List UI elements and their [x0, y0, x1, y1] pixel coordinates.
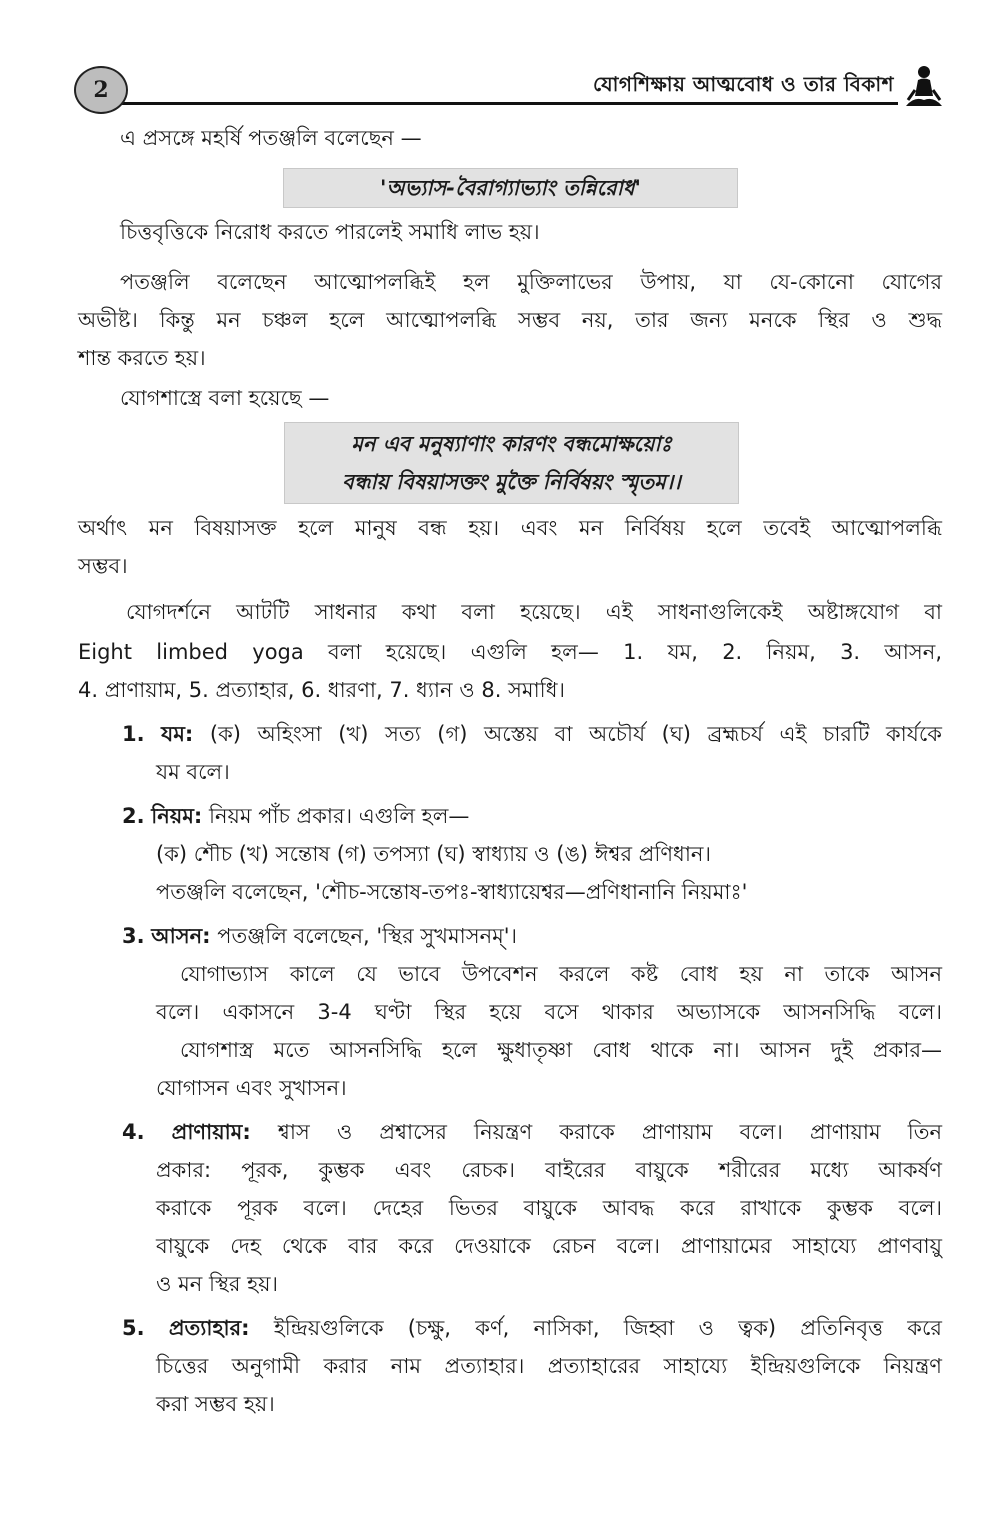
- item-term: প্রাণায়াম:: [171, 1120, 251, 1144]
- item-text: শ্বাস ও প্রশ্বাসের নিয়ন্ত্রণ করাকে প্রাণায়াম বলে। প্রাণায়াম তিন: [277, 1120, 942, 1144]
- paragraph-2-line-1: পতঞ্জলি বলেছেন আত্মোপলব্ধিই হল মুক্তিলাভের উপায়, যা যে-কোনো যোগের: [120, 270, 942, 294]
- intro-line: এ প্রসঙ্গে মহর্ষি পতঞ্জলি বলেছেন —: [120, 126, 422, 150]
- list-item-pranayama-line-2: প্রকার: পূরক, কুম্ভক এবং রেচক। বাইরের বায়ুকে শরীরের মধ্যে আকর্ষণ: [156, 1158, 942, 1182]
- paragraph-4-line-2: সম্ভব।: [78, 554, 128, 578]
- paragraph-3: যোগশাস্ত্রে বলা হয়েছে —: [120, 386, 330, 410]
- list-item-pranayama-line-4: বায়ুকে দেহ থেকে বার করে দেওয়াকে রেচন বলে। প্রাণায়ামের সাহায্যে প্রাণবায়ু: [156, 1234, 942, 1258]
- shloka-quote-box: [284, 422, 739, 504]
- list-item-pranayama-line-5: ও মন স্থির হয়।: [156, 1272, 279, 1296]
- sutra-quote-text: 'অভ্যাস-বৈরাগ্যাভ্যাং তন্নিরোধ': [379, 176, 641, 200]
- list-item-asana-line-5: যোগাসন এবং সুখাসন।: [156, 1076, 347, 1100]
- sutra-quote-box: [283, 168, 738, 208]
- paragraph-2-line-3: শান্ত করতে হয়।: [78, 346, 206, 370]
- list-item-asana-line-4: যোগশাস্ত্র মতে আসনসিদ্ধি হলে ক্ষুধাতৃষ্ণা বোধ থাকে না। আসন দুই প্রকার—: [180, 1038, 942, 1062]
- list-item-asana-line-2: যোগাভ্যাস কালে যে ভাবে উপবেশন করলে কষ্ট বোধ হয় না তাকে আসন: [180, 962, 942, 986]
- list-item-niyama-line-3: পতঞ্জলি বলেছেন, 'শৌচ-সন্তোষ-তপঃ-স্বাধ্যায়েশ্বর—প্রণিধানানি নিয়মাঃ': [156, 880, 748, 904]
- item-number: 4.: [122, 1120, 145, 1144]
- item-text: পতঞ্জলি বলেছেন, 'স্থির সুখমাসনম্'।: [217, 924, 518, 948]
- running-title: যোগশিক্ষায় আত্মবোধ ও তার বিকাশ: [592, 72, 894, 96]
- page-number: 2: [74, 66, 128, 114]
- item-term: আসন:: [151, 924, 211, 948]
- list-item-yama-line-1: [122, 714, 942, 754]
- item-text: (ক) অহিংসা (খ) সত্য (গ) অস্তেয় বা অচৌর্য (ঘ) ব্রহ্মচর্য এই চারটি কার্যকে: [209, 722, 942, 746]
- shloka-line-2: বন্ধায় বিষয়াসক্তং মুক্তৈ নির্বিষয়ং স্মৃতম।।: [342, 470, 681, 494]
- page-header: [70, 64, 950, 114]
- list-item-pranayama-line-3: করাকে পূরক বলে। দেহের ভিতর বায়ুকে আবদ্ধ করে রাখাকে কুম্ভক বলে।: [156, 1196, 942, 1220]
- list-item-yama-line-2: যম বলে।: [156, 760, 230, 784]
- meditating-figure-icon: [902, 64, 946, 110]
- item-text: ইন্দ্রিয়গুলিকে (চক্ষু, কর্ণ, নাসিকা, জিহ্বা ও ত্বক) প্রতিনিবৃত্ত করে: [273, 1316, 942, 1340]
- paragraph-5-line-3: 4. প্রাণায়াম, 5. প্রত্যাহার, 6. ধারণা, 7. ধ্যান ও 8. সমাধি।: [78, 678, 565, 702]
- shloka-line-1: মন এব মনুষ্যাণাং কারণং বন্ধমোক্ষয়োঃ: [351, 432, 672, 456]
- item-number: 1.: [122, 722, 145, 746]
- list-item-niyama-line-2: (ক) শৌচ (খ) সন্তোষ (গ) তপস্যা (ঘ) স্বাধ্যায় ও (ঙ) ঈশ্বর প্রণিধান।: [156, 842, 711, 866]
- list-item-pratyahara-line-2: চিত্তের অনুগামী করার নাম প্রত্যাহার। প্রত্যাহারের সাহায্যে ইন্দ্রিয়গুলিকে নিয়ন্ত্রণ: [156, 1354, 942, 1378]
- list-item-niyama-line-1: [122, 796, 469, 836]
- paragraph-5-line-2: Eight limbed yoga বলা হয়েছে। এগুলি হল— 1. যম, 2. নিয়ম, 3. আসন,: [78, 640, 942, 664]
- item-number: 2.: [122, 804, 145, 828]
- item-term: যম:: [161, 722, 194, 746]
- item-text: নিয়ম পাঁচ প্রকার। এগুলি হল—: [208, 804, 470, 828]
- item-term: প্রত্যাহার:: [168, 1316, 250, 1340]
- list-item-pratyahara-line-3: করা সম্ভব হয়।: [156, 1392, 275, 1416]
- list-item-asana-line-3: বলে। একাসনে 3-4 ঘণ্টা স্থির হয়ে বসে থাকার অভ্যাসকে আসনসিদ্ধি বলে।: [156, 1000, 942, 1024]
- paragraph-1: চিত্তবৃত্তিকে নিরোধ করতে পারলেই সমাধি লাভ হয়।: [120, 220, 540, 244]
- paragraph-5-line-1: যোগদর্শনে আটটি সাধনার কথা বলা হয়েছে। এই সাধনাগুলিকেই অষ্টাঙ্গযোগ বা: [126, 600, 942, 624]
- paragraph-4-line-1: অর্থাৎ মন বিষয়াসক্ত হলে মানুষ বন্ধ হয়। এবং মন নির্বিষয় হলে তবেই আত্মোপলব্ধি: [78, 516, 942, 540]
- list-item-pratyahara-line-1: [122, 1308, 942, 1348]
- list-item-pranayama-line-1: [122, 1112, 942, 1152]
- item-number: 5.: [122, 1316, 145, 1340]
- item-term: নিয়ম:: [151, 804, 203, 828]
- list-item-asana-line-1: [122, 916, 517, 956]
- paragraph-2-line-2: অভীষ্ট। কিন্তু মন চঞ্চল হলে আত্মোপলব্ধি সম্ভব নয়, তার জন্য মনকে স্থির ও শুদ্ধ: [78, 308, 942, 332]
- item-number: 3.: [122, 924, 145, 948]
